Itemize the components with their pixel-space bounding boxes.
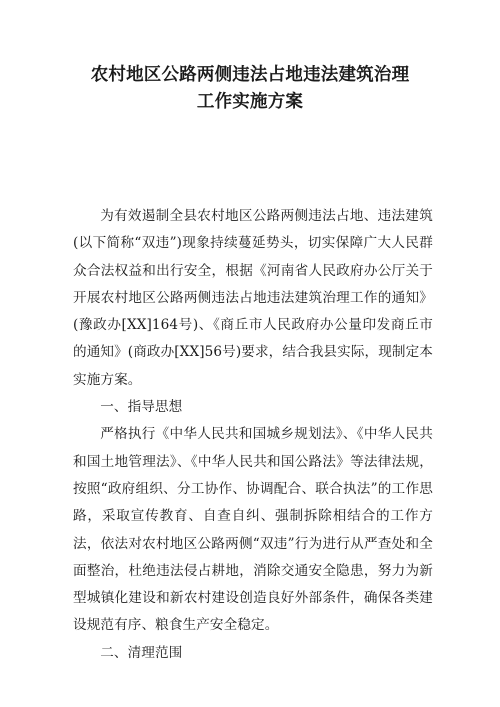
section-heading-cleanup-scope: 二、清理范围 [100,644,183,661]
intro-paragraph: 为有效遏制全县农村地区公路两侧违法占地、违法建筑(以下简称“双违”)现象持续蔓延势头，切实保障广大人民群众合法权益和出行安全，根据《河南省人民政府办公厅关于开展农村地区公路两侧违法占地违法建筑治理工作的通知》(豫政办[XX]164号)、《商丘市人民政府办公量印发商丘市的通知》(商政办[XX]56号)要求，结合我县实际，现制定本实施方案。 [73,208,433,388]
section-heading-guiding-ideology: 一、指导思想 [100,399,183,416]
title-line-1: 农村地区公路两侧违法占地违法建筑治理 [90,65,410,85]
guiding-ideology-paragraph: 严格执行《中华人民共和国城乡规划法》、《中华人民共和国土地管理法》、《中华人民共和国公路法》等法律法规，按照“政府组织、分工协作、协调配合、联合执法”的工作思路，采取宣传教育、自查自纠、强制拆除相结合的工作方法，依法对农村地区公路两侧“双违”行为进行从严查处和全面整治，杜绝违法侵占耕地，消除交通安全隐患，努力为新型城镇化建设和新农村建设创造良好外部条件，确保各类建设规范有序、粮食生产安全稳定。 [73,426,433,634]
title-line-2: 工作实施方案 [196,92,304,112]
document-body [73,203,433,667]
document-title [60,62,440,116]
